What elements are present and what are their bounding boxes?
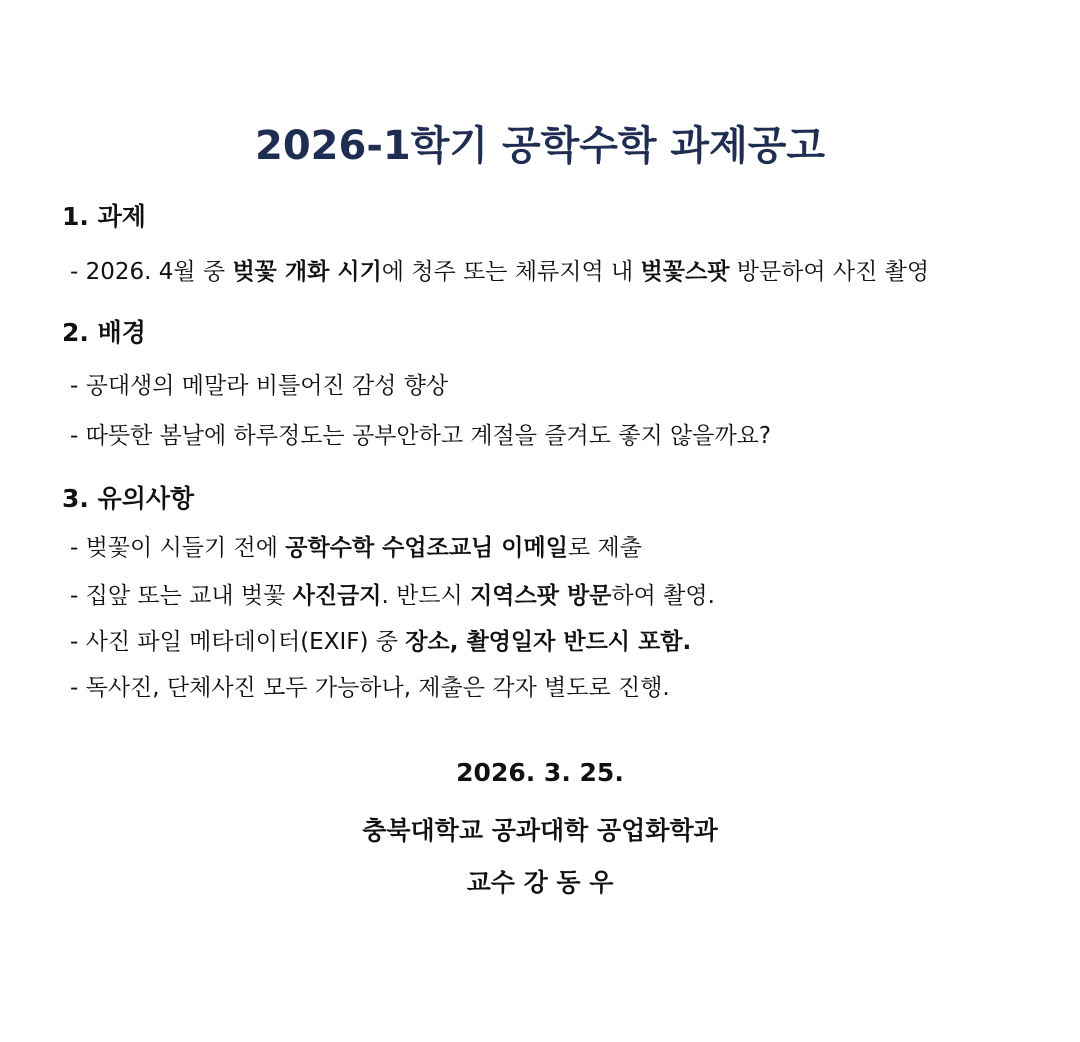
- emphasized-text: 장소, 촬영일자 반드시 포함.: [405, 629, 692, 655]
- background-line-2: [70, 420, 771, 452]
- line-text: 방문하여 사진 촬영: [729, 259, 930, 285]
- section-heading-background: 2. 배경: [62, 318, 146, 347]
- line-text: - 2026. 4월 중: [70, 259, 233, 285]
- section-heading-assignment: 1. 과제: [62, 202, 146, 231]
- line-text: 로 제출: [567, 535, 642, 561]
- notes-line-1: [70, 532, 642, 564]
- background-line-1: [70, 370, 448, 402]
- line-text: - 독사진, 단체사진 모두 가능하나, 제출은 각자 별도로 진행.: [70, 675, 670, 701]
- emphasized-text: 벚꽃스팟: [640, 259, 730, 285]
- notes-line-2: [70, 580, 715, 612]
- emphasized-text: 사진금지: [292, 583, 382, 609]
- professor-signature: 교수 강 동 우: [466, 868, 614, 897]
- line-text: - 사진 파일 메타데이터(EXIF) 중: [70, 629, 406, 655]
- line-text: - 공대생의 메말라 비틀어진 감성 향상: [70, 373, 449, 399]
- line-text: 하여 촬영.: [611, 583, 715, 609]
- line-text: - 집앞 또는 교내 벚꽃: [70, 583, 293, 609]
- notice-date: 2026. 3. 25.: [456, 758, 624, 787]
- assignment-line: [70, 256, 929, 288]
- emphasized-text: 지역스팟 방문: [470, 583, 612, 609]
- line-text: - 벚꽃이 시들기 전에: [70, 535, 286, 561]
- notes-line-4: [70, 672, 670, 704]
- notice-title: 2026-1학기 공학수학 과제공고: [254, 123, 825, 169]
- line-text: . 반드시: [381, 583, 471, 609]
- emphasized-text: 공학수학 수업조교님 이메일: [285, 535, 568, 561]
- emphasized-text: 벚꽃 개화 시기: [232, 259, 382, 285]
- section-heading-notes: 3. 유의사항: [62, 484, 195, 513]
- line-text: 에 청주 또는 체류지역 내: [381, 259, 641, 285]
- issuing-organization: 충북대학교 공과대학 공업화학과: [362, 816, 718, 845]
- notes-line-3: [70, 626, 691, 658]
- line-text: - 따뜻한 봄날에 하루정도는 공부안하고 계절을 즐겨도 좋지 않을까요?: [70, 423, 772, 449]
